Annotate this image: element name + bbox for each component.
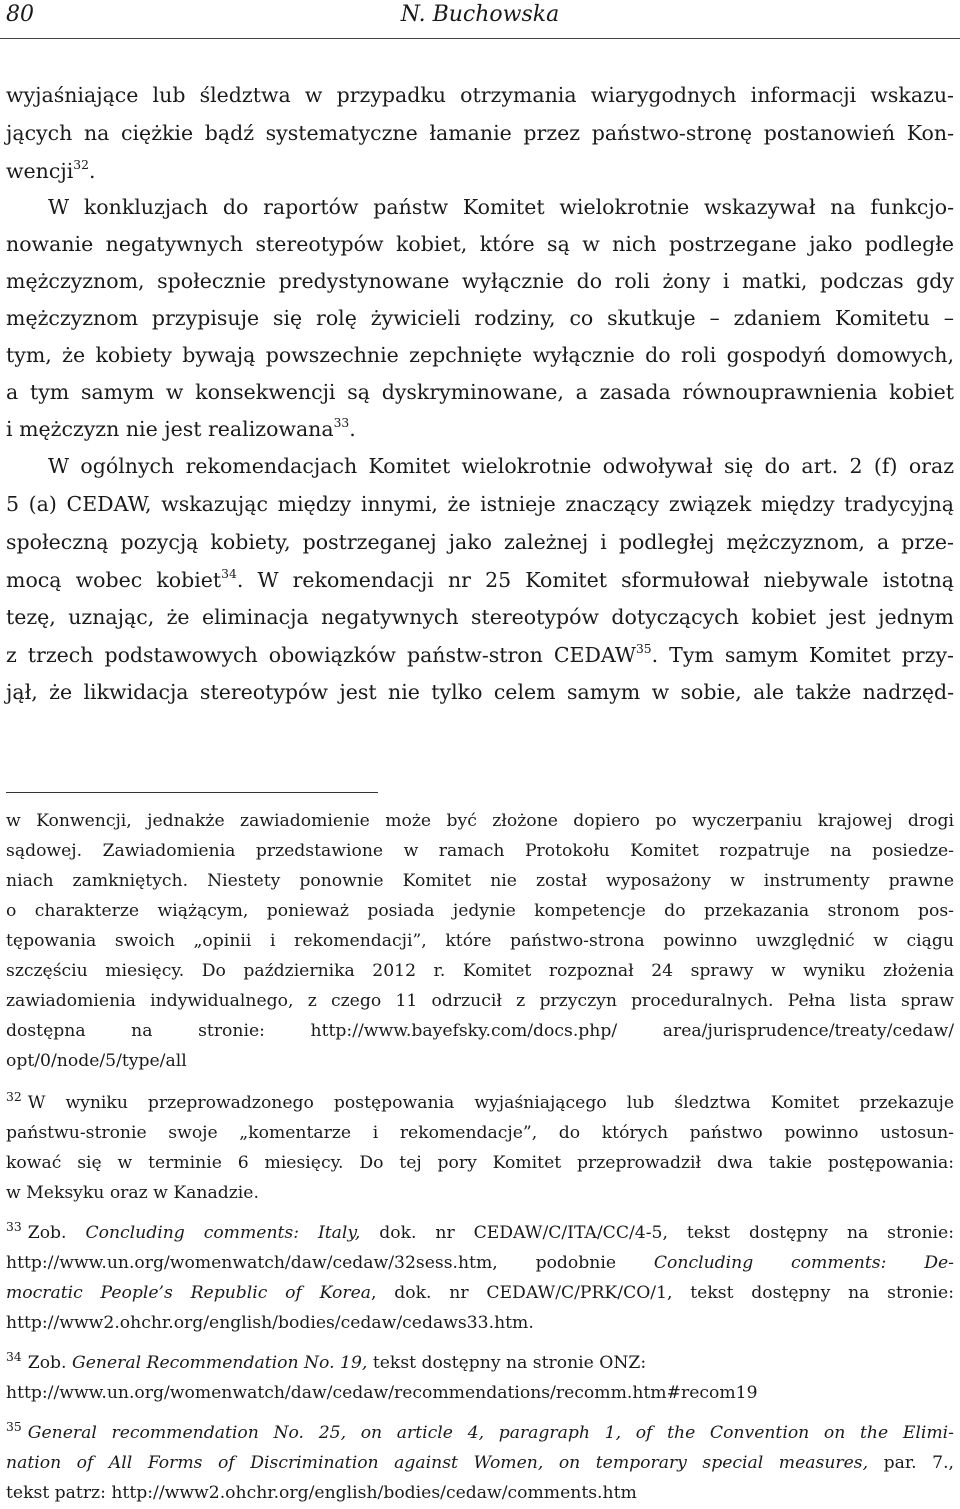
footnote-line: dostępna na stronie: http://www.bayefsky.com/docs.php/ area/jurisprudence/treaty/cedaw/: [6, 1021, 954, 1041]
footnote-line: [6, 1450, 954, 1476]
citation-title: Concluding comments: Italy,: [85, 1223, 361, 1243]
footnote-line: o charakterze wiążącym, ponieważ posiada jedynie kompetencje do przekazania stronom pos-: [6, 901, 954, 921]
body-line: jął, że likwidacja stereotypów jest nie tylko celem samym w sobie, ale także nadrzęd-: [6, 680, 954, 704]
body-line: [6, 565, 954, 595]
footnote-ref: 32: [73, 157, 89, 172]
body-line: a tym samym w konsekwencji są dyskryminowane, a zasada równouprawnienia kobiet: [6, 380, 954, 404]
running-title: N. Buchowska: [400, 2, 560, 27]
footnote-line: [6, 1280, 954, 1306]
body-line: mężczyznom przypisuje się rolę żywicieli rodziny, co skutkuje – zdaniem Komitetu –: [6, 306, 954, 330]
footnote-number: 33: [6, 1219, 22, 1234]
page-number: 80: [6, 2, 34, 27]
citation-title: General Recommendation No. 19,: [71, 1353, 368, 1373]
citation-title: Concluding comments: De-: [653, 1253, 954, 1273]
page-header: [0, 0, 960, 36]
body-text: wencji: [6, 159, 74, 183]
footnote-line: tępowania swoich „opinii i rekomendacji”, które państwo-strona powinno uwzględnić w ciągu: [6, 931, 954, 951]
footnote-text: , dok. nr CEDAW/C/PRK/CO/1, tekst dostępny na stronie:: [371, 1283, 954, 1303]
footnote-line: niach zamkniętych. Niestety ponownie Komitet nie został wyposażony w instrumenty prawne: [6, 871, 954, 891]
citation-title: General recommendation No. 25, on article 4, paragraph 1, of the Convention on the Elimi-: [27, 1423, 954, 1443]
footnote-ref: 33: [333, 415, 350, 430]
footnote-number: 34: [6, 1349, 22, 1364]
footnote-ref: 34: [221, 566, 237, 581]
footnote-text: Zob.: [27, 1223, 67, 1243]
body-line: [6, 414, 954, 444]
footnote-line: zawiadomienia indywidualnego, z czego 11 odrzucił z przyczyn proceduralnych. Pełna lista spraw: [6, 991, 954, 1011]
body-text: z trzech podstawowych obowiązków państw-stron CEDAW: [6, 643, 636, 667]
body-line: W konkluzjach do raportów państw Komitet wielokrotnie wskazywał na funkcjo-: [48, 195, 954, 219]
footnote-line: szczęściu miesięcy. Do października 2012 r. Komitet rozpoznał 24 sprawy w wyniku złożenia: [6, 961, 954, 981]
footnote-text: Zob.: [27, 1353, 67, 1373]
body-line: tym, że kobiety bywają powszechnie zepchnięte wyłącznie do roli gospodyń domowych,: [6, 343, 954, 367]
footnote-text: W wyniku przeprowadzonego postępowania wyjaśniającego lub śledztwa Komitet przekazuje: [27, 1093, 954, 1113]
footnote-35: [6, 1420, 954, 1446]
body-text: . Tym samym Komitet przy-: [651, 643, 954, 667]
footnote-line: kować się w terminie 6 miesięcy. Do tej pory Komitet przeprowadził dwa takie postępowania:: [6, 1153, 954, 1173]
footnote-line: opt/0/node/5/type/all: [6, 1051, 187, 1071]
body-line: jących na ciężkie bądź systematyczne łamanie przez państwo-stronę postanowień Kon-: [6, 121, 954, 145]
footnote-line: tekst patrz: http://www2.ohchr.org/english/bodies/cedaw/comments.htm: [6, 1483, 637, 1503]
footnote-separator: [6, 792, 378, 793]
body-text: . W rekomendacji nr 25 Komitet sformułował niebywale istotną: [236, 568, 954, 592]
footnote-line: państwu-stronie swoje „komentarze i rekomendacje”, do których państwo powinno ustosun-: [6, 1123, 954, 1143]
body-text: .: [88, 159, 96, 183]
footnote-34: [6, 1350, 954, 1376]
footnote-number: 32: [6, 1089, 22, 1104]
footnote-text: par. 7.,: [868, 1453, 955, 1473]
footnote-32: [6, 1090, 954, 1116]
footnote-33: [6, 1220, 954, 1246]
header-rule: [0, 38, 960, 39]
footnote-text: tekst dostępny na stronie ONZ:: [367, 1353, 647, 1373]
body-line: W ogólnych rekomendacjach Komitet wielokrotnie odwoływał się do art. 2 (f) oraz: [48, 454, 954, 478]
footnote-line: w Konwencji, jednakże zawiadomienie może być złożone dopiero po wyczerpaniu krajowej drogi: [6, 811, 954, 831]
body-line: mężczyznom, społecznie predystynowane wyłącznie do roli żony i matki, podczas gdy: [6, 269, 954, 293]
footnote-ref: 35: [635, 641, 652, 656]
body-line: społeczną pozycją kobiety, postrzeganej jako zależnej i podległej mężczyznom, a prze-: [6, 530, 954, 554]
footnote-line: [6, 1250, 954, 1276]
footnote-number: 35: [6, 1419, 22, 1434]
body-text: i mężczyzn nie jest realizowana: [6, 417, 334, 441]
footnote-line: w Meksyku oraz w Kanadzie.: [6, 1183, 259, 1203]
body-text: mocą wobec kobiet: [6, 568, 222, 592]
footnote-line: http://www.un.org/womenwatch/daw/cedaw/recommendations/recomm.htm#recom19: [6, 1383, 758, 1403]
body-line: [6, 640, 954, 670]
citation-title: mocratic People’s Republic of Korea: [6, 1283, 372, 1303]
citation-title: nation of All Forms of Discrimination against Women, on temporary special measures,: [6, 1453, 869, 1473]
footnote-line: sądowej. Zawiadomienia przedstawione w ramach Protokołu Komitet rozpatruje na posiedze-: [6, 841, 954, 861]
footnote-text: dok. nr CEDAW/C/ITA/CC/4-5, tekst dostępny na stronie:: [360, 1223, 954, 1243]
body-line: [6, 156, 954, 186]
footnote-line: http://www2.ohchr.org/english/bodies/cedaw/cedaws33.htm.: [6, 1313, 534, 1333]
body-line: nowanie negatywnych stereotypów kobiet, które są w nich postrzegane jako podległe: [6, 232, 954, 256]
body-line: wyjaśniające lub śledztwa w przypadku otrzymania wiarygodnych informacji wskazu-: [6, 83, 954, 107]
body-line: 5 (a) CEDAW, wskazując między innymi, że istnieje znaczący związek między tradycyjną: [6, 492, 954, 516]
body-line: tezę, uznając, że eliminacja negatywnych stereotypów dotyczących kobiet jest jednym: [6, 605, 954, 629]
footnote-text: http://www.un.org/womenwatch/daw/cedaw/32sess.htm, podobnie: [6, 1253, 654, 1273]
body-text: .: [349, 417, 356, 441]
